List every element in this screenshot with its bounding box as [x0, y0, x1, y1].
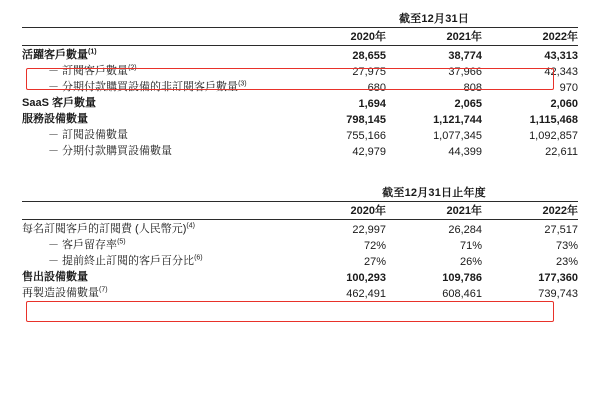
- row-label-customer-retention-rate: [22, 236, 290, 252]
- table-gap: [22, 158, 578, 184]
- table-row: [22, 94, 578, 110]
- table1-year-2022: 2022年: [542, 31, 578, 43]
- footnote-marker: (2): [128, 64, 137, 72]
- table2-header-span-row: [22, 184, 578, 200]
- table1-year-2021: 2021年: [446, 31, 482, 43]
- row-label-text: － 訂閱客戶數量: [48, 65, 129, 77]
- row-label-text: 售出設備數量: [22, 271, 88, 283]
- row-value-2020: 22,997: [352, 224, 386, 236]
- row-label-installment-nonsubscription: [22, 78, 290, 94]
- row-value-2021: 26%: [459, 256, 482, 268]
- row-label-subscription-customers: [22, 62, 290, 78]
- row-label-subscription-fee-per-customer: [22, 220, 290, 237]
- row-label-text: － 提前終止訂閱的客戶百分比: [48, 255, 195, 267]
- row-value-2020: 755,166: [346, 130, 386, 142]
- row-value-2021: 44,399: [448, 146, 482, 158]
- row-value-2020: 1,694: [358, 98, 386, 110]
- row-value-2022: 43,313: [544, 50, 578, 62]
- footnote-marker: (6): [194, 254, 203, 262]
- row-value-2022: 1,115,468: [529, 114, 578, 126]
- table-row: [22, 126, 578, 142]
- table-row: [22, 252, 578, 268]
- row-label-text: － 分期付款購買設備數量: [48, 145, 173, 157]
- row-value-2022: 177,360: [538, 272, 579, 284]
- row-value-2022: 22,611: [545, 146, 578, 158]
- row-label-text: 活躍客戶數量: [22, 49, 88, 61]
- table-row: [22, 236, 578, 252]
- row-value-2021: 808: [463, 82, 482, 94]
- row-label-subscription-devices: [22, 126, 290, 142]
- table2-header-blank: [22, 184, 290, 200]
- row-value-2022: 970: [559, 82, 578, 94]
- row-value-2021: 1,121,744: [433, 114, 482, 126]
- row-label-text: SaaS 客戶數量: [22, 97, 96, 109]
- table1-year-blank: [22, 28, 290, 45]
- row-value-2020: 798,145: [346, 114, 386, 126]
- table2-year-2020: 2020年: [350, 205, 386, 217]
- table-row: [22, 78, 578, 94]
- metrics-table-customers: [22, 10, 578, 158]
- table2-period-header: 截至12月31日止年度: [382, 187, 486, 199]
- table1-year-row: [22, 28, 578, 45]
- row-value-2021: 109,786: [442, 272, 482, 284]
- row-label-early-termination-percentage: [22, 252, 290, 268]
- highlight-box-customer-retention: [26, 301, 554, 322]
- row-label-text: 再製造設備數量: [22, 287, 99, 299]
- row-value-2022: 73%: [556, 240, 579, 252]
- row-value-2020: 72%: [363, 240, 386, 252]
- table2-year-2021: 2021年: [446, 205, 482, 217]
- table-row: [22, 142, 578, 158]
- row-label-active-customers: [22, 46, 290, 63]
- footnote-marker: (1): [88, 48, 97, 56]
- table1-period-header: 截至12月31日: [398, 13, 470, 25]
- footnote-marker: (5): [117, 238, 126, 246]
- table1-year-2020: 2020年: [350, 31, 386, 43]
- row-value-2020: 680: [367, 82, 386, 94]
- row-value-2020: 42,979: [352, 146, 386, 158]
- row-label-text: 每名訂閱客戶的訂閱費 (人民幣元): [22, 223, 187, 235]
- row-value-2021: 1,077,345: [433, 130, 482, 142]
- row-value-2022: 23%: [556, 256, 579, 268]
- table-row: [22, 284, 578, 300]
- row-label-saas-customers: [22, 94, 290, 110]
- row-value-2022: 27,517: [544, 224, 579, 236]
- row-value-2020: 27%: [363, 256, 386, 268]
- row-value-2021: 38,774: [448, 50, 482, 62]
- metrics-table-operations: [22, 184, 578, 300]
- table-row: [22, 268, 578, 284]
- row-label-devices-sold: [22, 268, 290, 284]
- table-row: [22, 110, 578, 126]
- footnote-marker: (7): [99, 286, 108, 294]
- row-label-installment-devices: [22, 142, 290, 158]
- table1-header-blank: [22, 10, 290, 26]
- table2-year-row: [22, 202, 578, 219]
- row-label-text: － 客戶留存率: [48, 239, 118, 251]
- row-value-2021: 37,966: [448, 66, 482, 78]
- row-value-2022: 1,092,857: [529, 130, 578, 142]
- row-value-2022: 2,060: [550, 98, 578, 110]
- row-value-2021: 71%: [459, 240, 482, 252]
- table-row: [22, 62, 578, 78]
- row-value-2020: 100,293: [346, 272, 386, 284]
- row-label-text: 服務設備數量: [22, 113, 88, 125]
- table-row: [22, 220, 578, 237]
- row-value-2020: 28,655: [352, 50, 386, 62]
- row-label-text: － 分期付款購買設備的非訂閱客戶數量: [48, 81, 239, 93]
- table2-year-blank: [22, 202, 290, 219]
- row-value-2021: 2,065: [454, 98, 482, 110]
- row-value-2022: 42,343: [544, 66, 578, 78]
- row-value-2020: 27,975: [352, 66, 386, 78]
- footnote-marker: (3): [238, 80, 247, 88]
- row-label-text: － 訂閱設備數量: [48, 129, 129, 141]
- footnote-marker: (4): [186, 222, 195, 230]
- row-value-2021: 26,284: [448, 224, 482, 236]
- row-label-devices-in-service: [22, 110, 290, 126]
- row-label-remanufactured-devices: [22, 284, 290, 300]
- row-value-2020: 462,491: [346, 288, 386, 300]
- table-row: [22, 46, 578, 63]
- table2-year-2022: 2022年: [542, 205, 579, 217]
- row-value-2022: 739,743: [538, 288, 579, 300]
- table1-header-span-row: [22, 10, 578, 26]
- row-value-2021: 608,461: [442, 288, 482, 300]
